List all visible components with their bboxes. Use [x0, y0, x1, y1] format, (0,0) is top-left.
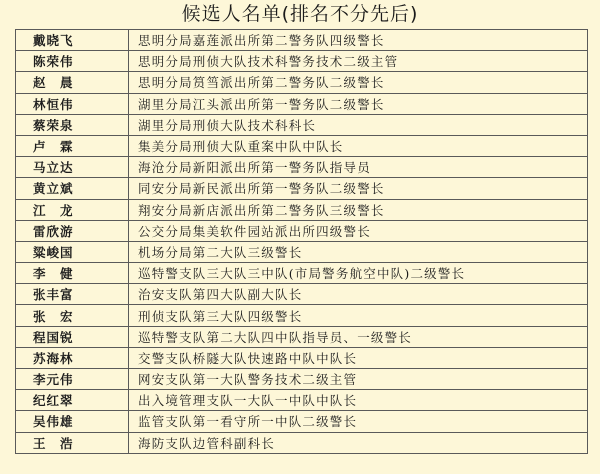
candidate-name: 苏海林	[16, 347, 129, 368]
table-row	[16, 114, 588, 135]
table-row	[16, 432, 588, 453]
candidate-name: 程国锐	[16, 326, 129, 347]
table-row	[16, 93, 588, 114]
table-row	[16, 51, 588, 72]
candidate-post: 思明分局刑侦大队技术科警务技术二级主管	[129, 51, 588, 72]
candidate-name: 李元伟	[16, 369, 129, 390]
candidate-post: 海沧分局新阳派出所第一警务队指导员	[129, 157, 588, 178]
candidate-post: 集美分局刑侦大队重案中队中队长	[129, 135, 588, 156]
candidate-post: 出入境管理支队一大队一中队中队长	[129, 390, 588, 411]
page-title: 候选人名单(排名不分先后)	[181, 3, 419, 25]
candidate-name: 黄立斌	[16, 178, 129, 199]
candidate-name: 蔡荣泉	[16, 114, 129, 135]
candidate-post: 翔安分局新店派出所第二警务队三级警长	[129, 199, 588, 220]
table-row	[16, 284, 588, 305]
candidate-name: 张丰富	[16, 284, 129, 305]
candidate-name: 粱峻国	[16, 241, 129, 262]
candidate-name: 林恒伟	[16, 93, 129, 114]
candidate-name: 卢 霖	[16, 135, 129, 156]
candidate-name: 江 龙	[16, 199, 129, 220]
table-row	[16, 263, 588, 284]
candidate-post: 思明分局筼筜派出所第二警务队二级警长	[129, 72, 588, 93]
candidate-name: 马立达	[16, 157, 129, 178]
candidate-name: 赵 晨	[16, 72, 129, 93]
candidate-post: 海防支队边管科副科长	[129, 432, 588, 453]
table-row	[16, 30, 588, 51]
candidate-name: 戴晓飞	[16, 30, 129, 51]
candidate-table-body	[16, 30, 588, 454]
table-row	[16, 411, 588, 432]
table-row	[16, 72, 588, 93]
candidate-post: 治安支队第四大队副大队长	[129, 284, 588, 305]
candidate-post: 思明分局嘉莲派出所第二警务队四级警长	[129, 30, 588, 51]
table-row	[16, 390, 588, 411]
candidate-post: 同安分局新民派出所第一警务队二级警长	[129, 178, 588, 199]
candidate-post: 湖里分局刑侦大队技术科科长	[129, 114, 588, 135]
candidate-table	[15, 29, 588, 454]
candidate-post: 监管支队第一看守所一中队二级警长	[129, 411, 588, 432]
candidate-post: 刑侦支队第三大队四级警长	[129, 305, 588, 326]
candidate-post: 湖里分局江头派出所第一警务队二级警长	[129, 93, 588, 114]
candidate-name: 张 宏	[16, 305, 129, 326]
candidate-post: 公交分局集美软件园站派出所四级警长	[129, 220, 588, 241]
candidate-name: 王 浩	[16, 432, 129, 453]
candidate-post: 机场分局第二大队三级警长	[129, 241, 588, 262]
candidate-post: 交警支队桥隧大队快速路中队中队长	[129, 347, 588, 368]
table-row	[16, 347, 588, 368]
candidate-post: 巡特警支队三大队三中队(市局警务航空中队)二级警长	[129, 263, 588, 284]
table-row	[16, 135, 588, 156]
table-row	[16, 305, 588, 326]
candidate-post: 网安支队第一大队警务技术二级主管	[129, 369, 588, 390]
table-row	[16, 178, 588, 199]
table-row	[16, 326, 588, 347]
table-row	[16, 241, 588, 262]
table-row	[16, 220, 588, 241]
candidate-name: 吴伟雄	[16, 411, 129, 432]
candidate-post: 巡特警支队第二大队四中队指导员、一级警长	[129, 326, 588, 347]
candidate-name: 陈荣伟	[16, 51, 129, 72]
candidate-name: 李 健	[16, 263, 129, 284]
table-row	[16, 199, 588, 220]
candidate-name: 雷欣游	[16, 220, 129, 241]
candidate-name: 纪红翠	[16, 390, 129, 411]
table-row	[16, 369, 588, 390]
table-row	[16, 157, 588, 178]
